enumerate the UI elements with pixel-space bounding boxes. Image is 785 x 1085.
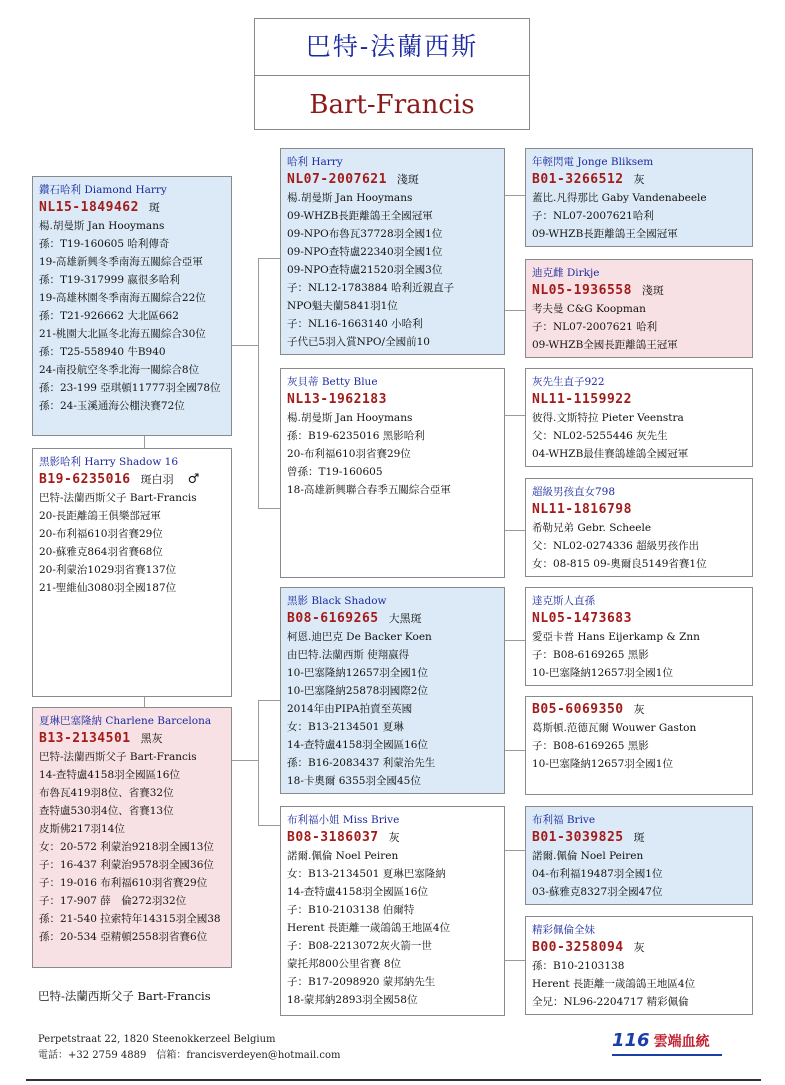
contact-block <box>38 1032 340 1064</box>
pedigree-line: 18-蒙邦納2893羽全國58位 <box>287 994 418 1006</box>
ring-number: B19-6235016 <box>39 472 131 487</box>
pedigree-line: 愛亞卡普 Hans Eijerkamp & Znn <box>532 631 700 643</box>
feather-color: 灰 <box>633 941 645 954</box>
pigeon-card-dam <box>280 368 505 578</box>
pedigree-line: 04-布利福19487羽全國1位 <box>532 868 663 880</box>
feather-color: 斑 <box>148 201 160 214</box>
pedigree-line: 孫：T19-317999 嬴很多哈利 <box>39 274 180 286</box>
pigeon-name: 布利福小姐 Miss Brive <box>287 814 400 826</box>
connector-line <box>258 700 280 701</box>
pigeon-card-main <box>32 176 232 436</box>
pedigree-line: 子代已5羽入賞NPO/全國前10 <box>287 336 430 348</box>
pedigree-line: 布魯瓦419羽8位、省賽32位 <box>39 787 174 799</box>
pigeon-name: 黑影 Black Shadow <box>287 595 387 607</box>
ring-row <box>39 199 225 217</box>
pigeon-name: 迪克雌 Dirkje <box>532 267 600 279</box>
pedigree-line: 孫：23-199 亞琪頓11777羽全國78位 <box>39 382 221 394</box>
logo-underline <box>612 1054 722 1056</box>
connector-line <box>232 760 258 761</box>
pigeon-card-ds <box>525 368 753 467</box>
pedigree-line: 孫：20-534 亞精頓2558羽省賽6位 <box>39 931 208 943</box>
feather-color: 斑白羽 <box>140 473 174 486</box>
male-symbol-icon: ♂ <box>187 472 200 487</box>
pigeon-name: 超級男孩直女798 <box>532 486 616 498</box>
pedigree-line: 09-NPO查特盧21520羽全國3位 <box>287 264 443 276</box>
pedigree-line: 女：20-572 利蒙治9218羽全國13位 <box>39 841 214 853</box>
pedigree-line: 曾孫：T19-160605 <box>287 466 383 478</box>
pigeon-card-hen <box>32 707 232 968</box>
pigeon-card-mdd <box>525 916 753 1015</box>
pedigree-line: 14-查特盧4158羽全國區16位 <box>39 769 180 781</box>
pedigree-line: 楊.胡曼斯 Jan Hooymans <box>287 192 413 204</box>
pedigree-line: 18-卡奧爾 6355羽全國45位 <box>287 775 421 787</box>
connector-line <box>144 697 145 707</box>
pigeon-name: 哈利 Harry <box>287 156 343 168</box>
pedigree-line: 蓋比.凡得那比 Gaby Vandenabeele <box>532 192 707 204</box>
pedigree-line: 諾爾.佩倫 Noel Peiren <box>532 850 644 862</box>
ring-number: B08-6169265 <box>287 611 379 626</box>
connector-line <box>258 258 259 508</box>
feather-color: 斑 <box>633 831 645 844</box>
pedigree-line: 子：NL07-2007621哈利 <box>532 210 654 222</box>
pedigree-line: 巴特-法蘭西斯父子 Bart-Francis <box>39 492 197 504</box>
pedigree-line: 查特盧530羽4位、省賽13位 <box>39 805 174 817</box>
pedigree-line: 09-WHZB長距離鴿王全國冠軍 <box>287 210 433 222</box>
ring-row <box>287 829 498 847</box>
pedigree-line: Herent 長距離一歲鴿鴿王地區4位 <box>287 922 451 934</box>
pedigree-line: 楊.胡曼斯 Jan Hooymans <box>39 220 165 232</box>
pedigree-line: 柯恩.迪巴克 De Backer Koen <box>287 631 432 643</box>
pedigree-line: 孫：T25-558940 牛B940 <box>39 346 166 358</box>
pedigree-line: 20-利蒙治1029羽省賽137位 <box>39 564 177 576</box>
pedigree-line: 10-巴塞隆納12657羽全國1位 <box>532 667 673 679</box>
connector-line <box>505 640 525 641</box>
ring-row <box>39 730 225 748</box>
pedigree-line: 彼得.文斯特拉 Pieter Veenstra <box>532 412 684 424</box>
connector-line <box>505 310 525 311</box>
connector-line <box>232 345 258 346</box>
pedigree-line: 皮斯佛217羽14位 <box>39 823 125 835</box>
pedigree-line: 04-WHZB最佳賽鴿雄鴿全國冠軍 <box>532 448 689 460</box>
title-chinese: 巴特-法蘭西斯 <box>255 19 529 76</box>
pedigree-line: 14-查特盧4158羽全國區16位 <box>287 886 428 898</box>
connector-line <box>505 960 525 961</box>
ring-row <box>532 829 746 847</box>
ring-number: B05-6069350 <box>532 702 624 717</box>
pedigree-line: 09-WHZB全國長距離鴿王冠軍 <box>532 339 678 351</box>
ring-number: B00-3258094 <box>532 940 624 955</box>
pedigree-line: 24-南投航空冬季北海一關綜合8位 <box>39 364 200 376</box>
ring-number: NL11-1816798 <box>532 502 632 517</box>
pedigree-line: 子：NL12-1783884 哈利近親直子 <box>287 282 455 294</box>
pedigree-line: 由巴特.法蘭西斯 使翔嬴得 <box>287 649 410 661</box>
pigeon-card-msire <box>280 587 505 794</box>
bottom-rule <box>26 1079 761 1081</box>
pedigree-line: 孫：21-540 拉索特年14315羽全國38 <box>39 913 221 925</box>
pedigree-line: 20-長距離鴿王俱樂部冠軍 <box>39 510 161 522</box>
feather-color: 淺斑 <box>641 284 664 297</box>
pigeon-card-msd <box>525 696 753 795</box>
pigeon-name: 夏琳巴塞隆納 Charlene Barcelona <box>39 715 212 727</box>
pedigree-line: Herent 長距離一歲鴿鴿王地區4位 <box>532 978 696 990</box>
pedigree-line: 09-NPO查特盧22340羽全國1位 <box>287 246 443 258</box>
pedigree-line: 21-桃園大北區冬北海五關綜合30位 <box>39 328 206 340</box>
pedigree-line: 19-高雄新興冬季南海五關綜合亞軍 <box>39 256 203 268</box>
pedigree-line: 巴特-法蘭西斯父子 Bart-Francis <box>39 751 197 763</box>
ring-number: NL11-1159922 <box>532 392 632 407</box>
ring-number: NL05-1473683 <box>532 611 632 626</box>
pigeon-card-mss <box>525 587 753 686</box>
address: Perpetstraat 22, 1820 Steenokkerzeel Belgium <box>38 1034 276 1045</box>
ring-number: B08-3186037 <box>287 830 379 845</box>
connector-line <box>505 530 525 531</box>
pedigree-line: 父：NL02-0274336 超級男孩作出 <box>532 540 700 552</box>
pigeon-card-mds <box>525 806 753 905</box>
pedigree-line: NPO魁夫蘭5841羽1位 <box>287 300 398 312</box>
pigeon-card-sire <box>280 148 505 355</box>
pedigree-line: 21-聖維仙3080羽全國187位 <box>39 582 177 594</box>
pedigree-line: 子：B08-6169265 黑影 <box>532 649 649 661</box>
pedigree-line: 孫：B19-6235016 黑影哈利 <box>287 430 425 442</box>
logo-number: 116 <box>612 1030 650 1051</box>
pedigree-line: 20-布利福610羽省賽29位 <box>39 528 163 540</box>
pedigree-line: 子：B10-2103138 伯爾特 <box>287 904 415 916</box>
logo-text: 雲端血統 <box>653 1034 710 1050</box>
pigeon-card-mate <box>32 448 232 697</box>
title-english: Bart-Francis <box>309 90 475 120</box>
pedigree-line: 女：08-815 09-奧爾良5149省賽1位 <box>532 558 707 570</box>
pedigree-line: 10-巴塞隆納12657羽全國1位 <box>287 667 428 679</box>
ring-row <box>532 391 746 409</box>
ring-number: NL05-1936558 <box>532 283 632 298</box>
pigeon-card-dd <box>525 478 753 577</box>
pedigree-line: 孫：B16-2083437 利蒙治先生 <box>287 757 436 769</box>
pedigree-line: 子：B17-2098920 蒙邦納先生 <box>287 976 436 988</box>
pigeon-name: 布利福 Brive <box>532 814 596 826</box>
pedigree-line: 子：17-907 薛 倫272羽32位 <box>39 895 187 907</box>
pedigree-line: 女：B13-2134501 夏琳 <box>287 721 404 733</box>
pigeon-name: 年輕閃電 Jonge Bliksem <box>532 156 654 168</box>
ring-row <box>287 171 498 189</box>
connector-line <box>505 415 525 416</box>
site-logo <box>612 1030 732 1056</box>
pedigree-line: 女：B13-2134501 夏琳巴塞隆納 <box>287 868 446 880</box>
connector-line <box>258 508 280 509</box>
pedigree-line: 諾爾.佩倫 Noel Peiren <box>287 850 399 862</box>
connector-line <box>505 750 525 751</box>
breeder-name: 巴特-法蘭西斯父子 Bart-Francis <box>38 989 211 1003</box>
ring-row <box>532 939 746 957</box>
pedigree-line: 10-巴塞隆納12657羽全國1位 <box>532 758 673 770</box>
pedigree-line: 18-高雄新興聯合春季五關綜合亞軍 <box>287 484 451 496</box>
pedigree-line: 20-布利福610羽省賽29位 <box>287 448 411 460</box>
pedigree-line: 孫：T21-926662 大北區662 <box>39 310 179 322</box>
pedigree-line: 希勒兄弟 Gebr. Scheele <box>532 522 652 534</box>
ring-number: NL13-1962183 <box>287 392 387 407</box>
pedigree-line: 子：NL07-2007621 哈利 <box>532 321 658 333</box>
pedigree-line: 子：16-437 利蒙治9578羽全國36位 <box>39 859 214 871</box>
ring-row <box>532 701 746 719</box>
connector-line <box>505 850 525 851</box>
pigeon-card-mdam <box>280 806 505 1016</box>
pedigree-line: 子：B08-2213072灰火箭一世 <box>287 940 432 952</box>
ring-row <box>287 610 498 628</box>
pedigree-title <box>254 18 530 130</box>
pedigree-line: 子：19-016 布利福610羽省賽29位 <box>39 877 208 889</box>
pedigree-line: 蒙托邦800公里省賽 8位 <box>287 958 402 970</box>
feather-color: 灰 <box>633 703 645 716</box>
pedigree-line: 楊.胡曼斯 Jan Hooymans <box>287 412 413 424</box>
pedigree-line: 子：NL16-1663140 小哈利 <box>287 318 423 330</box>
connector-line <box>144 436 145 448</box>
pedigree-line: 考夫曼 C&G Koopman <box>532 303 646 315</box>
ring-row <box>287 391 498 409</box>
ring-row <box>532 501 746 519</box>
connector-line <box>258 700 259 825</box>
connector-line <box>258 825 280 826</box>
pedigree-line: 子：B08-6169265 黑影 <box>532 740 649 752</box>
pigeon-name: 黑影哈利 Harry Shadow 16 <box>39 456 179 468</box>
feather-color: 灰 <box>633 173 645 186</box>
pedigree-line: 19-高雄林園冬季南海五關綜合22位 <box>39 292 206 304</box>
pedigree-line: 09-WHZB長距離鴿王全國冠軍 <box>532 228 678 240</box>
ring-row <box>532 171 746 189</box>
feather-color: 灰 <box>388 831 400 844</box>
pedigree-line: 14-查特盧4158羽全國區16位 <box>287 739 428 751</box>
ring-number: NL07-2007621 <box>287 172 387 187</box>
pedigree-line: 20-蘇雅克864羽省賽68位 <box>39 546 163 558</box>
ring-number: B13-2134501 <box>39 731 131 746</box>
pigeon-name: 灰先生直子922 <box>532 376 605 388</box>
ring-number: B01-3266512 <box>532 172 624 187</box>
pedigree-line: 03-蘇雅克8327羽全國47位 <box>532 886 663 898</box>
feather-color: 黑灰 <box>140 732 163 745</box>
pedigree-line: 09-NPO布魯瓦37728羽全國1位 <box>287 228 443 240</box>
pedigree-line: 葛斯頓.范德瓦爾 Wouwer Gaston <box>532 722 697 734</box>
ring-row <box>532 282 746 300</box>
ring-row <box>532 610 746 628</box>
pedigree-line: 孫：B10-2103138 <box>532 960 625 972</box>
pedigree-line: 孫：24-玉溪通海公棚決賽72位 <box>39 400 185 412</box>
pigeon-name: 鑽石哈利 Diamond Harry <box>39 184 167 196</box>
ring-number: B01-3039825 <box>532 830 624 845</box>
pedigree-line: 10-巴塞隆納25878羽國際2位 <box>287 685 428 697</box>
pedigree-line: 孫：T19-160605 哈利傳奇 <box>39 238 170 250</box>
pigeon-card-ss <box>525 148 753 247</box>
pigeon-name: 灰貝蒂 Betty Blue <box>287 376 378 388</box>
pedigree-line: 2014年由PIPA拍賣至英國 <box>287 703 413 715</box>
contact-info: 電話：+32 2759 4889 信箱：francisverdeyen@hotmail.com <box>38 1050 341 1061</box>
pigeon-name: 精彩佩倫全妹 <box>532 924 595 936</box>
pedigree-line: 父：NL02-5255446 灰先生 <box>532 430 668 442</box>
feather-color: 大黑斑 <box>388 612 422 625</box>
connector-line <box>505 195 525 196</box>
ring-number: NL15-1849462 <box>39 200 139 215</box>
ring-row <box>39 471 225 489</box>
pigeon-card-sd <box>525 259 753 358</box>
pigeon-name: 達克斯人直孫 <box>532 595 595 607</box>
connector-line <box>258 258 280 259</box>
feather-color: 淺斑 <box>396 173 419 186</box>
pedigree-line: 全兄：NL96-2204717 精彩佩倫 <box>532 996 689 1008</box>
